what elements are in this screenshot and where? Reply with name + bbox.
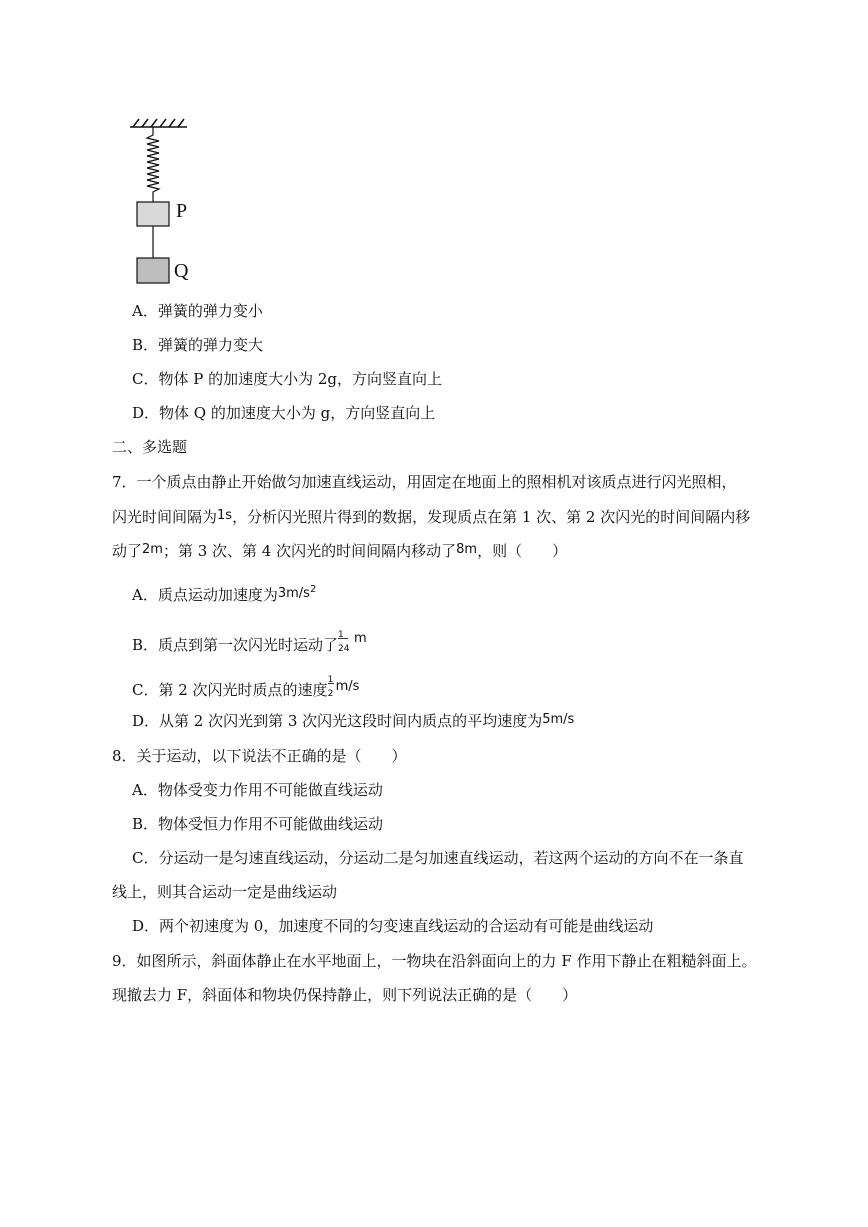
q7-option-c xyxy=(132,675,360,702)
q7-math: 2m xyxy=(142,542,163,557)
fraction-denominator: 2 xyxy=(327,689,334,699)
q7-stem-line1: 7．一个质点由静止开始做匀加速直线运动，用固定在地面上的照相机对该质点进行闪光照相， xyxy=(112,473,737,491)
q7-fraction xyxy=(327,675,336,700)
label-q: Q xyxy=(174,260,189,282)
q7-stem-line2 xyxy=(112,507,750,529)
q7-math: 8m xyxy=(456,542,478,557)
q8-option-a: A．物体受变力作用不可能做直线运动 xyxy=(132,781,383,799)
spring-blocks-figure xyxy=(125,115,205,290)
q8-option-d: D．两个初速度为 0，加速度不同的匀变速直线运动的合运动有可能是曲线运动 xyxy=(132,917,654,935)
q7-text: 动了 xyxy=(112,542,143,560)
q6-option-b: B．弹簧的弹力变大 xyxy=(132,336,264,354)
section-title: 二、多选题 xyxy=(112,438,188,456)
q7-unit: m/s xyxy=(335,679,360,694)
q9-stem-line1: 9．如图所示，斜面体静止在水平地面上，一物块在沿斜面向上的力 F 作用下静止在粗糙斜面上。 xyxy=(112,952,757,970)
q7-math: 3m/s xyxy=(277,586,310,601)
q7-fraction xyxy=(338,630,354,655)
q7-math: 5m/s xyxy=(542,712,575,727)
block-p xyxy=(137,202,169,226)
q7-option-b xyxy=(132,630,367,657)
q7-option-text: D．从第 2 次闪光到第 3 次闪光这段时间内质点的平均速度为 xyxy=(132,712,543,730)
fraction-denominator: 24 xyxy=(338,644,350,654)
fraction-numerator: 1 xyxy=(327,675,334,685)
label-p: P xyxy=(176,200,188,222)
q8-option-c-line1: C．分运动一是匀速直线运动，分运动二是匀加速直线运动，若这两个运动的方向不在一条直 xyxy=(132,849,744,867)
q7-text: ；第 3 次、第 4 次闪光的时间间隔内移动了 xyxy=(162,542,457,560)
block-q xyxy=(137,258,169,283)
q7-option-text: C．第 2 次闪光时质点的速度 xyxy=(132,681,328,699)
q7-math: 1s xyxy=(217,508,233,523)
q7-unit: m xyxy=(354,631,367,646)
spring xyxy=(147,127,159,202)
ceiling-hatch xyxy=(130,119,187,127)
q7-option-text: A．质点运动加速度为 xyxy=(132,586,278,604)
q9-stem-line2: 现撤去力 F，斜面体和物块仍保持静止，则下列说法正确的是（ ） xyxy=(112,986,578,1004)
q7-text: ，分析闪光照片得到的数据，发现质点在第 1 次、第 2 次闪光的时间间隔内移 xyxy=(232,508,751,526)
q7-option-a xyxy=(132,585,316,608)
q7-text: 闪光时间间隔为 xyxy=(112,508,218,526)
q7-option-text: B．质点到第一次闪光时运动了 xyxy=(132,636,339,654)
q7-option-d xyxy=(132,711,574,733)
q8-option-c-line2: 线上，则其合运动一定是曲线运动 xyxy=(112,883,338,901)
fraction-numerator: 1 xyxy=(338,630,344,640)
q7-stem-line3 xyxy=(112,541,567,563)
q8-option-b: B．物体受恒力作用不可能做曲线运动 xyxy=(132,815,384,833)
q6-option-d: D．物体 Q 的加速度大小为 g，方向竖直向上 xyxy=(132,404,436,422)
q6-option-a: A．弹簧的弹力变小 xyxy=(132,302,263,320)
q7-text: ，则（ ） xyxy=(477,542,568,560)
q8-stem: 8．关于运动，以下说法不正确的是（ ） xyxy=(112,747,407,765)
q6-option-c: C．物体 P 的加速度大小为 2g，方向竖直向上 xyxy=(132,370,443,388)
q7-exponent: 2 xyxy=(309,584,317,595)
